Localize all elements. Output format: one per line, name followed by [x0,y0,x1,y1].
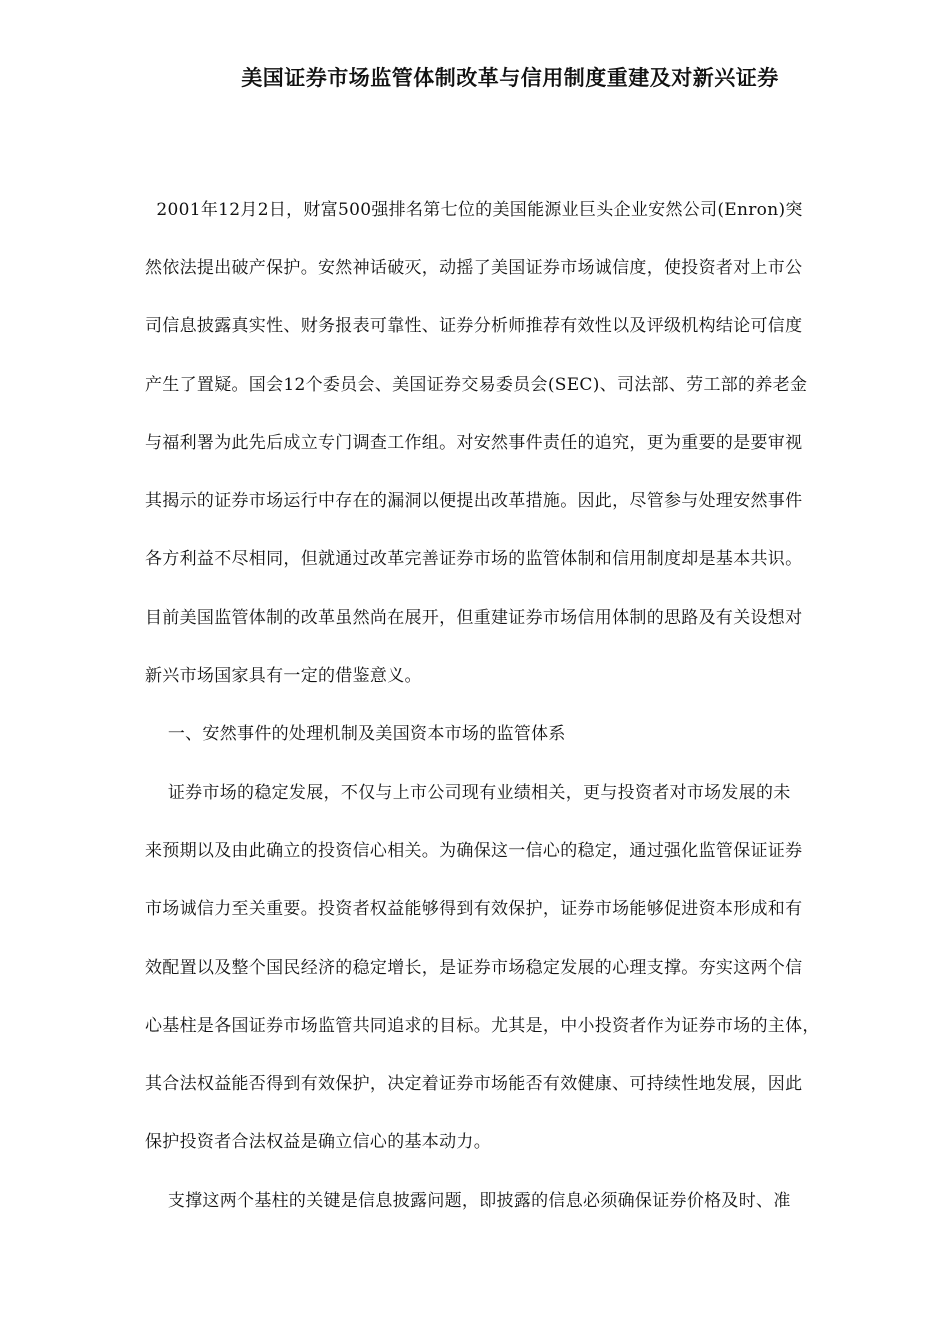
paragraph-line: 产生了置疑。国会12个委员会、美国证券交易委员会(SEC)、司法部、劳工部的养老金 [145,375,808,395]
paragraph-line: 新兴市场国家具有一定的借鉴意义。 [145,666,422,686]
paragraph-line: 其合法权益能否得到有效保护，决定着证券市场能否有效健康、可持续性地发展，因此 [145,1074,803,1094]
paragraph-line: 与福利署为此先后成立专门调查工作组。对安然事件责任的追究，更为重要的是要审视 [145,433,803,453]
paragraph-line: 目前美国监管体制的改革虽然尚在展开，但重建证券市场信用体制的思路及有关设想对 [145,608,803,628]
paragraph-line: 然依法提出破产保护。安然神话破灭，动摇了美国证券市场诚信度，使投资者对上市公 [145,258,803,278]
paragraph-line: 2001年12月2日，财富500强排名第七位的美国能源业巨头企业安然公司(Enron)突 [145,200,803,220]
paragraph-line: 各方利益不尽相同，但就通过改革完善证券市场的监管体制和信用制度却是基本共识。 [145,549,803,569]
paragraph-line: 心基柱是各国证券市场监管共同追求的目标。尤其是，中小投资者作为证券市场的主体， [145,1016,820,1036]
paragraph-line: 效配置以及整个国民经济的稳定增长，是证券市场稳定发展的心理支撑。夯实这两个信 [145,958,803,978]
paragraph-line: 来预期以及由此确立的投资信心相关。为确保这一信心的稳定，通过强化监管保证证券 [145,841,803,861]
paragraph-line: 支撑这两个基柱的关键是信息披露问题，即披露的信息必须确保证券价格及时、准 [145,1191,791,1211]
paragraph-line: 其揭示的证券市场运行中存在的漏洞以便提出改革措施。因此，尽管参与处理安然事件 [145,491,803,511]
paragraph-line: 市场诚信力至关重要。投资者权益能够得到有效保护，证券市场能够促进资本形成和有 [145,899,803,919]
paragraph-line: 司信息披露真实性、财务报表可靠性、证券分析师推荐有效性以及评级机构结论可信度 [145,316,803,336]
paragraph-line: 证券市场的稳定发展，不仅与上市公司现有业绩相关，更与投资者对市场发展的未 [145,783,791,803]
paragraph-line: 保护投资者合法权益是确立信心的基本动力。 [145,1132,491,1152]
document-title: 美国证券市场监管体制改革与信用制度重建及对新兴证券 [241,65,779,90]
section-heading: 一、安然事件的处理机制及美国资本市场的监管体系 [145,724,566,744]
